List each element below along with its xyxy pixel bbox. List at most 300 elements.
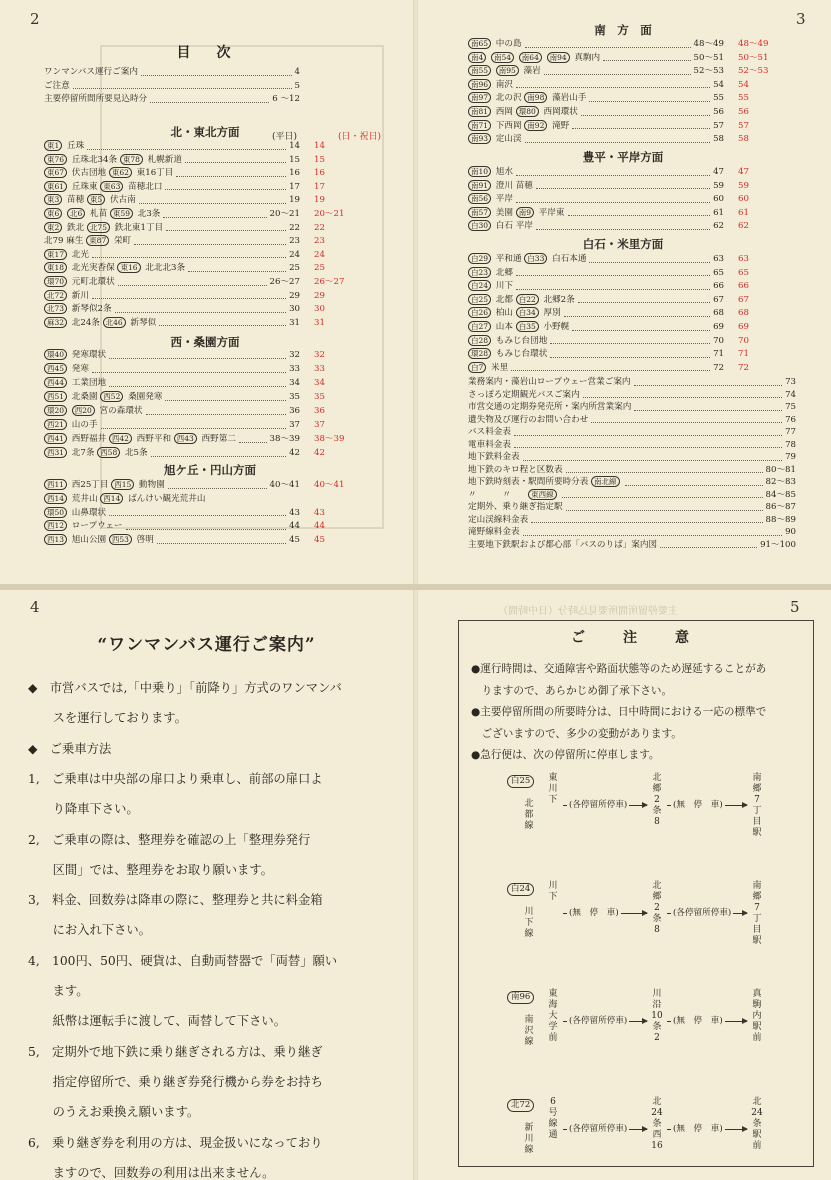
leader-dots	[109, 510, 286, 516]
toc-row[interactable]	[44, 303, 325, 316]
start-stop: 東海大学前	[548, 989, 558, 1043]
toc-row[interactable]	[44, 66, 300, 79]
guide-line: り降車下さい。	[28, 802, 139, 817]
toc-row[interactable]	[468, 180, 749, 193]
toc-row-label: 西45 発寒	[44, 363, 89, 376]
toc-row[interactable]	[468, 193, 749, 206]
toc-row-label: 市営交通の定期券発売所・案内所営業案内	[468, 402, 632, 412]
toc-row-page-holiday: 20～21	[314, 209, 345, 219]
route-code: 南94	[547, 52, 570, 63]
leader-dots	[514, 442, 782, 448]
toc-row-page: 45	[289, 535, 300, 546]
toc-row-label: 北79 麻生 東87 栄町	[44, 236, 132, 247]
toc-row-label: 定山渓線料金表	[468, 514, 529, 525]
leader-dots	[525, 42, 691, 48]
toc-row-label: 西12 ロープウェー	[44, 520, 123, 533]
toc-row-page: 29	[289, 290, 300, 301]
toc-row-page: 31	[289, 317, 300, 328]
toc-row[interactable]	[44, 208, 345, 221]
route-code: 西14	[100, 493, 123, 504]
guide-line: ◆ 市営バスでは,「中乗り」「前降り」方式のワンマンバ	[28, 681, 342, 695]
segment-label: (各停留所停車)	[673, 908, 732, 918]
toc-row-page-holiday: 23	[314, 236, 325, 247]
toc-row-page-holiday: 55	[738, 93, 749, 104]
toc-row-page-holiday: 42	[314, 448, 325, 458]
toc-row[interactable]	[44, 249, 325, 262]
leader-dots	[166, 225, 286, 231]
toc-row[interactable]	[468, 464, 796, 477]
toc-row-page-holiday: 14	[314, 141, 325, 151]
leader-dots	[239, 437, 267, 443]
express-route	[459, 771, 813, 871]
toc-row-page: 16	[289, 168, 300, 179]
route-code: 東63	[100, 181, 123, 192]
route-code: 東61	[44, 181, 67, 192]
route-code: 麻32	[44, 317, 67, 328]
toc-row[interactable]	[468, 220, 749, 233]
route-code: 南65	[468, 38, 491, 49]
toc-row[interactable]	[44, 167, 325, 180]
toc-row[interactable]	[468, 253, 749, 266]
toc-row-page: 84～85	[765, 489, 796, 500]
toc-row-page: 22	[289, 222, 300, 233]
leader-dots	[188, 266, 286, 272]
toc-row[interactable]	[468, 65, 769, 78]
leader-dots	[185, 157, 286, 163]
toc-row-label: 東76 丘珠北34条 東78 札幌新道	[44, 154, 182, 167]
toc-row-label: 南55 南95 藻岩	[468, 65, 541, 78]
leader-dots	[101, 423, 287, 429]
toc-row[interactable]	[44, 276, 345, 289]
toc-row-page: 17	[289, 181, 300, 192]
route-code: 西53	[109, 534, 132, 545]
toc-row[interactable]	[468, 207, 749, 220]
toc-row-label: 滝野線料金表	[468, 527, 520, 537]
route-code: 南北線	[591, 476, 620, 487]
route-code: 白28	[468, 335, 491, 346]
page-number: 2	[30, 10, 40, 28]
leader-dots	[146, 409, 287, 415]
toc-row-label: 地下鉄時刻表・駅間所要時分表 南北線	[468, 476, 622, 489]
toc-row-page-holiday: 35	[314, 392, 325, 402]
leader-dots	[157, 538, 286, 544]
route-code: 南96	[468, 79, 491, 90]
leader-dots	[115, 307, 286, 313]
toc-row[interactable]	[468, 321, 749, 334]
toc-row[interactable]	[468, 166, 749, 179]
toc-row[interactable]	[468, 348, 749, 361]
toc-row-page: 76	[785, 414, 796, 425]
toc-row-page: 32	[289, 350, 300, 360]
route-code: 環40	[44, 349, 67, 360]
route-code: 西13	[44, 534, 67, 545]
guide-line: にお入れ下さい。	[28, 923, 151, 938]
toc-row-page-holiday: 22	[314, 222, 325, 233]
notice-line: ●急行便は、次の停留所に停車します。	[471, 749, 660, 761]
leader-dots	[572, 123, 710, 129]
toc-row-label: 南56 平岸	[468, 193, 513, 206]
route-code-badge: 白25	[507, 775, 534, 788]
toc-row[interactable]	[468, 401, 796, 414]
toc-row-page: 77	[785, 427, 796, 437]
route-code: 北75	[87, 222, 110, 233]
toc-row-label: 北73 新琴似2条	[44, 303, 112, 316]
toc-row[interactable]	[44, 93, 300, 106]
route-code: 南93	[468, 133, 491, 144]
toc-row[interactable]	[468, 92, 749, 105]
toc-row-page: 34	[289, 378, 300, 388]
toc-row-label: 白24 川下	[468, 280, 513, 293]
toc-row[interactable]	[44, 290, 325, 303]
leader-dots	[660, 542, 757, 548]
toc-row[interactable]	[468, 514, 796, 527]
guide-line: スを運行しております。	[28, 711, 187, 726]
toc-row[interactable]	[44, 534, 325, 547]
toc-row[interactable]	[468, 106, 749, 119]
toc-row[interactable]	[44, 140, 325, 153]
toc-row[interactable]	[468, 52, 769, 65]
toc-row[interactable]	[468, 439, 796, 452]
leader-dots	[165, 184, 286, 190]
toc-row[interactable]	[44, 507, 325, 520]
toc-row[interactable]	[44, 520, 325, 533]
route-code: 東18	[44, 262, 67, 273]
section-title-south: 南 方 面	[594, 23, 652, 37]
toc-row[interactable]	[44, 419, 325, 432]
segment-label: (無 停 車)	[673, 800, 723, 810]
guide-line: ます。	[28, 984, 89, 998]
leader-dots	[92, 252, 286, 258]
leader-dots	[73, 83, 292, 89]
toc-row-label: 遺失物及び運行のお問い合わせ	[468, 414, 589, 425]
toc-row-page: 43	[289, 507, 300, 518]
route-code: 西15	[111, 479, 134, 490]
toc-row[interactable]	[468, 389, 796, 402]
route-code: 西31	[44, 447, 67, 458]
toc-row-label: 東3 苗穂 東5 伏古南	[44, 194, 136, 207]
toc-row-label: 白23 北郷	[468, 267, 513, 280]
toc-row-page: 37	[289, 420, 300, 430]
page-3-table-of-contents	[418, 0, 831, 584]
toc-row-label: 南91 澄川 苗穂	[468, 180, 533, 193]
toc-row[interactable]	[44, 433, 345, 446]
route-code: 北73	[44, 303, 67, 314]
route-code: 西52	[100, 391, 123, 402]
leader-dots	[550, 352, 710, 358]
leader-dots	[572, 325, 710, 331]
route-code: 東6	[44, 208, 62, 219]
toc-row-page-holiday: 26～27	[314, 277, 345, 287]
toc-row-label: 西41 西野福井 西42 西野平和 西43 西野第二	[44, 433, 236, 446]
toc-row-label: 南81 西岡 環80 西岡環状	[468, 106, 578, 119]
toc-row-label: 主要地下鉄駅および都心部「バスのりば」案内図	[468, 539, 658, 550]
bleed-through-header: 主要停留所間所要見込時分（日中時間）	[498, 606, 678, 617]
leader-dots	[566, 467, 763, 473]
toc-row[interactable]	[468, 539, 796, 552]
toc-row-label: バス料金表	[468, 427, 511, 437]
leader-dots	[634, 405, 782, 411]
toc-row-page-holiday: 50～51	[738, 52, 769, 63]
toc-row-label: 白25 北都 白22 北郷2条	[468, 294, 575, 307]
notice-line: りますので、あらかじめ御了承下さい。	[471, 684, 673, 697]
toc-row-page: 6 ～12	[272, 94, 300, 104]
toc-row[interactable]	[468, 133, 749, 146]
notice-line: ●運行時間は、交通障害や路面状態等のため遅延することがあ	[471, 663, 767, 675]
toc-row-page: 86～87	[765, 502, 796, 512]
toc-row[interactable]	[44, 235, 325, 248]
route-code: 北6	[67, 208, 85, 219]
toc-row-page-holiday: 30	[314, 304, 325, 315]
toc-row-label: 西14 荒井山 西14 ばんけい観光荒井山	[44, 493, 205, 506]
route-code-badge: 白24	[507, 883, 534, 896]
toc-row[interactable]	[468, 307, 749, 320]
route-code: 西42	[109, 433, 132, 444]
notice-box	[458, 620, 814, 1167]
toc-row-page: 74	[785, 389, 796, 400]
toc-row-page-holiday: 29	[314, 290, 325, 301]
route-code: 西44	[44, 377, 67, 388]
leader-dots	[564, 311, 710, 317]
toc-row[interactable]	[44, 349, 325, 362]
toc-row[interactable]	[44, 377, 325, 390]
toc-row-label: 環40 発寒環状	[44, 349, 106, 362]
toc-row[interactable]	[468, 476, 796, 489]
middle-stop: 北郷2条8	[652, 881, 662, 935]
toc-row-page: 40～41	[269, 480, 300, 490]
leader-dots	[581, 110, 710, 116]
toc-row-label: 南93 定山渓	[468, 133, 522, 146]
route-code: 西14	[44, 493, 67, 504]
route-code: 南56	[468, 193, 491, 204]
toc-row-page-holiday: 40～41	[314, 480, 345, 490]
toc-row-page-holiday: 58	[738, 134, 749, 145]
route-code: 南9	[516, 207, 534, 218]
toc-row-page: 25	[289, 263, 300, 274]
leader-dots	[168, 483, 267, 489]
toc-row[interactable]	[44, 405, 325, 418]
toc-row[interactable]	[44, 493, 300, 506]
leader-dots	[634, 380, 783, 386]
route-code: 西21	[44, 419, 67, 430]
toc-row-label: 環20 西20 宮の森環状	[44, 405, 143, 418]
toc-row[interactable]	[468, 267, 749, 280]
route-code: 白26	[468, 307, 491, 318]
route-code: 南97	[468, 92, 491, 103]
route-code: 環28	[468, 348, 491, 359]
page-number: 4	[30, 598, 40, 616]
toc-row-page-holiday: 37	[314, 420, 325, 430]
toc-row-label: ご注意	[44, 80, 70, 91]
toc-row-page-holiday: 66	[738, 281, 749, 292]
leader-dots	[514, 430, 782, 436]
toc-row-page: 47	[713, 167, 724, 177]
page-number: 3	[796, 10, 806, 28]
leader-dots	[92, 293, 286, 299]
toc-row-page: 91～100	[760, 539, 796, 550]
toc-row-page-holiday: 36	[314, 406, 325, 416]
toc-row[interactable]	[468, 38, 769, 51]
toc-row-page: 61	[713, 207, 724, 218]
toc-row-page: 52～53	[693, 66, 724, 77]
toc-row[interactable]	[44, 181, 325, 194]
segment-label: (各停留所停車)	[569, 1016, 628, 1026]
toc-row-label: ワンマンバス運行ご案内	[44, 67, 138, 77]
toc-row[interactable]	[468, 120, 749, 133]
toc-row-page-holiday: 16	[314, 168, 325, 179]
toc-row[interactable]	[44, 447, 325, 460]
end-stop: 真駒内駅前	[752, 989, 762, 1043]
route-code: 南92	[524, 120, 547, 131]
toc-row-label: 西31 北7条 西58 北5条	[44, 447, 148, 460]
toc-row-page: 90	[785, 527, 796, 537]
toc-row-label: 環70 元町北環状	[44, 276, 115, 289]
toc-row-page: 71	[713, 349, 724, 360]
toc-row-page-holiday: 65	[738, 267, 749, 278]
toc-row-page-holiday: 57	[738, 120, 749, 131]
leader-dots	[568, 210, 711, 216]
route-code: 白23	[468, 267, 491, 278]
leader-dots	[625, 480, 763, 486]
toc-row-page: 26～27	[269, 277, 300, 287]
leader-dots	[87, 144, 286, 150]
route-code: 東17	[44, 249, 67, 260]
toc-row[interactable]	[468, 426, 796, 439]
toc-row-page: 36	[289, 406, 300, 416]
toc-row-page-holiday: 25	[314, 263, 325, 274]
toc-row[interactable]	[468, 79, 749, 92]
route-code: 白34	[516, 307, 539, 318]
toc-row-page: 14	[289, 141, 300, 151]
guide-line: 指定停留所で、乗り継ぎ券発行機から券をお持ち	[28, 1074, 323, 1089]
toc-row-label: 南4 南54 南64 南94 真駒内	[468, 52, 600, 65]
toc-row[interactable]	[44, 363, 325, 376]
route-code: 西58	[97, 447, 120, 458]
toc-row[interactable]	[44, 391, 325, 404]
toc-row-page: 35	[289, 392, 300, 402]
leader-dots	[118, 280, 267, 286]
route-code: 西20	[72, 405, 95, 416]
segment-label: (無 停 車)	[569, 908, 619, 918]
leader-dots	[92, 367, 286, 373]
middle-stop: 北郷2条8	[652, 773, 662, 827]
line-name: 川下線	[524, 907, 534, 939]
toc-row[interactable]	[468, 376, 796, 389]
toc-row[interactable]	[468, 362, 749, 375]
toc-row-page: 55	[713, 93, 724, 104]
toc-row-page-holiday: 15	[314, 154, 325, 165]
toc-row-label: 白29 平和通 白33 白石本通	[468, 253, 586, 266]
toc-row-label: 〃 〃 東西線	[468, 489, 559, 502]
toc-row-label: 西21 山の手	[44, 419, 98, 432]
leader-dots	[550, 338, 710, 344]
route-code: 東78	[120, 154, 143, 165]
toc-row-label: 北72 新川	[44, 290, 89, 303]
leader-dots	[523, 455, 782, 461]
leader-dots	[516, 197, 710, 203]
guide-line: 紙幣は運転手に渡して、両替して下さい。	[28, 1014, 286, 1029]
toc-row[interactable]	[468, 335, 749, 348]
guide-title: “ワンマンバス運行ご案内”	[97, 635, 316, 655]
toc-row-page: 23	[289, 236, 300, 247]
toc-row-page: 20～21	[269, 209, 300, 219]
toc-row[interactable]	[468, 526, 796, 539]
guide-line: 2, ご乗車の際は、整理券を確認の上「整理券発行	[28, 832, 311, 847]
leader-dots	[109, 381, 286, 387]
section-title-asahigaoka: 旭ケ丘・円山方面	[164, 463, 256, 477]
route-code: 環20	[44, 405, 67, 416]
toc-row-page: 65	[713, 267, 724, 278]
toc-row[interactable]	[44, 317, 325, 330]
route-code: 東87	[86, 235, 109, 246]
toc-row-page: 69	[713, 322, 724, 332]
leader-dots	[516, 82, 710, 88]
route-code: 東西線	[528, 489, 557, 500]
route-code: 東2	[44, 222, 62, 233]
route-code: 白24	[468, 280, 491, 291]
route-code: 白30	[468, 220, 491, 231]
leader-dots	[139, 198, 286, 204]
route-code: 東67	[44, 167, 67, 178]
route-code: 西11	[44, 479, 67, 490]
toc-row-page: 33	[289, 364, 300, 374]
leader-dots	[544, 69, 691, 75]
route-code: 環70	[44, 276, 67, 287]
leader-dots	[589, 257, 710, 263]
toc-row-page: 72	[713, 362, 724, 373]
page-5-notices	[418, 590, 831, 1180]
toc-row-page: 79	[785, 452, 796, 462]
toc-row-page-holiday: 62	[738, 221, 749, 232]
toc-row-page-holiday: 61	[738, 207, 749, 218]
route-code: 南98	[524, 92, 547, 103]
toc-row-label: 東61 丘珠東 東63 苗穂北口	[44, 181, 162, 194]
toc-row[interactable]	[44, 479, 345, 492]
toc-row[interactable]	[44, 80, 300, 93]
toc-row-page-holiday: 63	[738, 254, 749, 264]
leader-dots	[591, 417, 782, 423]
page-number: 5	[790, 598, 800, 616]
route-code: 東62	[109, 167, 132, 178]
toc-row-page: 15	[289, 154, 300, 165]
route-code: 白33	[524, 253, 547, 264]
leader-dots	[109, 353, 286, 359]
toc-row-page-holiday: 48～49	[738, 39, 769, 49]
toc-row[interactable]	[468, 280, 749, 293]
guide-line: 4, 100円、50円、硬貨は、自動両替器で「両替」願い	[28, 953, 338, 968]
toc-row[interactable]	[468, 451, 796, 464]
line-name: 新川線	[524, 1123, 534, 1155]
toc-row[interactable]	[44, 222, 325, 235]
route-code: 白29	[468, 253, 491, 264]
toc-row-page: 75	[785, 402, 796, 412]
segment-label: (各停留所停車)	[569, 1124, 628, 1134]
toc-row[interactable]	[468, 489, 796, 502]
toc-row-page-holiday: 33	[314, 364, 325, 374]
toc-row[interactable]	[44, 194, 325, 207]
toc-row[interactable]	[468, 414, 796, 427]
leader-dots	[603, 55, 690, 61]
leader-dots	[589, 96, 710, 102]
toc-row[interactable]	[44, 262, 325, 275]
toc-row[interactable]	[468, 294, 749, 307]
section-title-shiroishi: 白石・米里方面	[582, 237, 664, 251]
toc-row-label: 西11 西25丁目 西15 動物園	[44, 479, 165, 492]
toc-row-label: 環50 山鼻環状	[44, 507, 106, 520]
toc-row[interactable]	[44, 154, 325, 167]
toc-row-page: 5	[294, 80, 300, 91]
segment-label: (無 停 車)	[673, 1124, 723, 1134]
toc-row[interactable]	[468, 501, 796, 514]
